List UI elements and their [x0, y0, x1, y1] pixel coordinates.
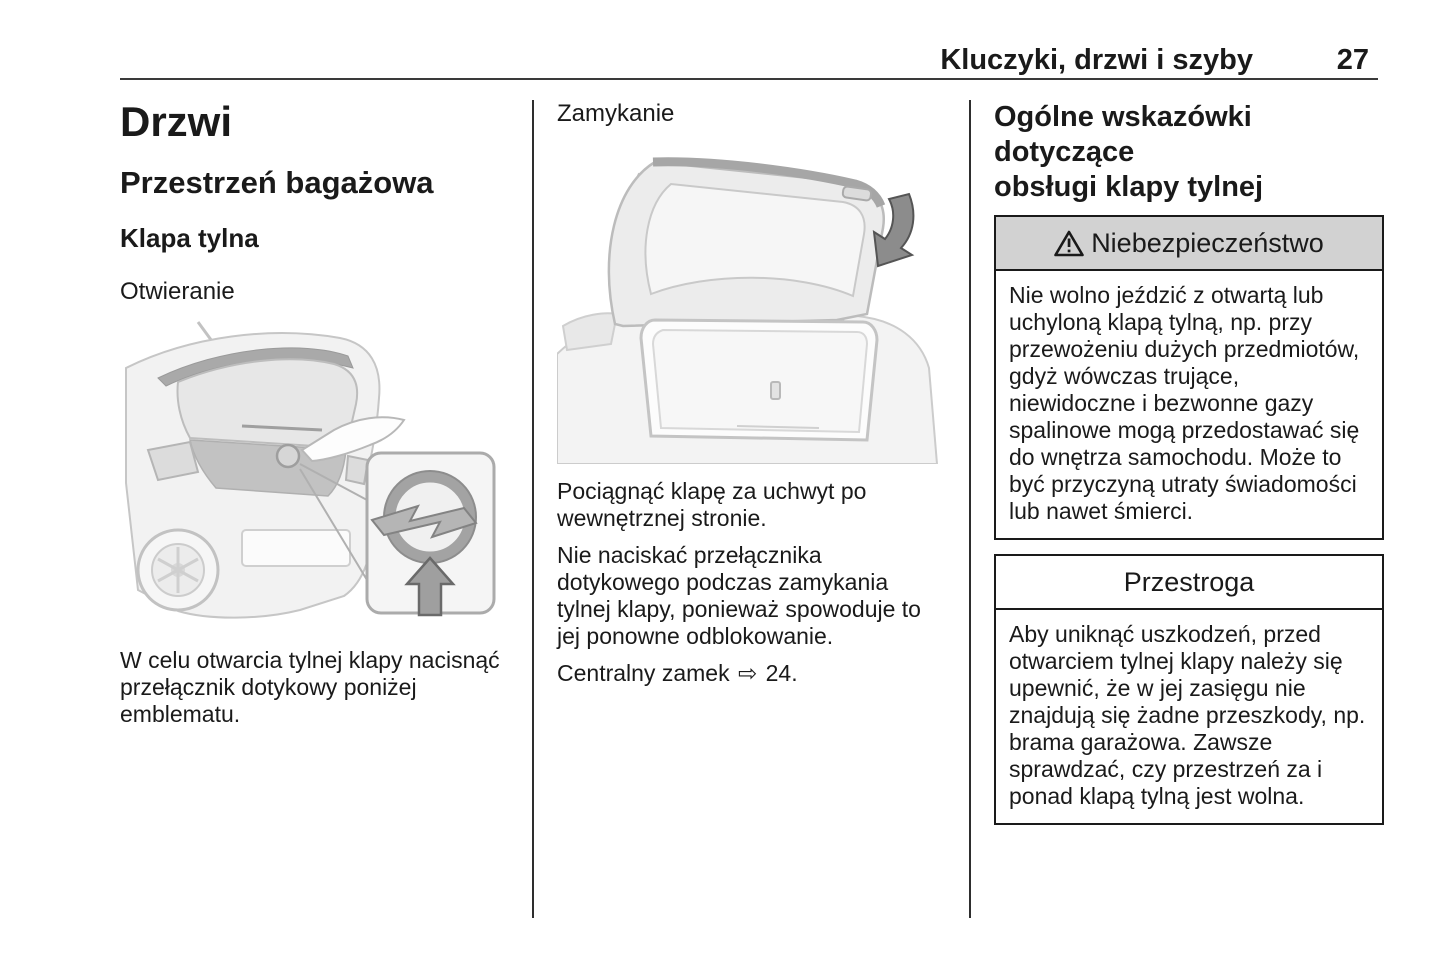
car-rear-emblem-figure [120, 318, 514, 633]
column-divider [969, 100, 971, 918]
middle-column [557, 100, 940, 688]
danger-box [994, 215, 1384, 540]
general-hints-heading [994, 100, 1384, 205]
section-title: Przestrzeń bagażowa [120, 165, 434, 200]
general-hints-heading-line1: Ogólne wskazówki dotyczące [994, 101, 1252, 168]
opening-paragraph: W celu otwarcia tylnej klapy nacisnąć przełącznik dotykowy poniżej emblematu. [120, 647, 500, 727]
danger-box-title: Niebezpieczeństwo [1091, 227, 1324, 258]
emblem-location-dot [277, 445, 299, 467]
column-divider [532, 100, 534, 918]
right-column [994, 100, 1384, 825]
subheading-closing: Zamykanie [557, 100, 675, 127]
cross-reference-label: Centralny zamek [557, 660, 730, 686]
caution-box-title: Przestroga [1123, 566, 1255, 597]
subheading-opening: Otwieranie [120, 278, 235, 305]
cross-reference-arrow-icon[interactable]: ⇨ [737, 661, 758, 687]
header-rule [120, 78, 1378, 80]
closing-paragraph-1: Pociągnąć klapę za uchwyt po wewnętrznej stronie. [557, 478, 867, 531]
closing-paragraph-2: Nie naciskać przełącznika dotykowego podczas zamykania tylnej klapy, ponieważ spowoduje to jej ponowne odblokowanie. [557, 542, 921, 649]
chapter-title: Drzwi [120, 98, 233, 145]
general-hints-heading-line2: obsługi klapy tylnej [994, 171, 1264, 203]
page-number: 27 [1336, 44, 1369, 76]
subsection-title: Klapa tylna [120, 223, 259, 253]
caution-box [994, 554, 1384, 825]
warning-triangle-icon [1054, 230, 1084, 257]
running-header-title: Kluczyki, drzwi i szyby [940, 44, 1253, 76]
caution-box-body: Aby uniknąć uszkodzeń, przed otwarciem tylnej klapy należy się upewnić, że w jej zasięgu nie znajdują się żadne przeszkody, np. brama garażowa. Zawsze sprawdzać, czy przestrzeń za i ponad klapą tylną jest wolna. [1009, 621, 1366, 809]
open-tailgate-figure [557, 142, 940, 464]
danger-box-body: Nie wolno jeździć z otwartą lub uchyloną klapą tylną, np. przy przewożeniu dużych przedmiotów, gdyż wówczas trujące, niewidoczne i bezwonne gazy spalinowe mogą przedostawać się do wnętrza samochodu. Może to być przyczyną utraty świadomości lub nawet śmierci. [1009, 282, 1360, 524]
latch-striker [771, 382, 780, 399]
cross-reference-page[interactable]: 24. [765, 660, 798, 686]
cross-reference-line [557, 660, 940, 688]
left-column [120, 100, 514, 728]
caution-box-header [996, 556, 1382, 610]
danger-box-header [996, 217, 1382, 271]
